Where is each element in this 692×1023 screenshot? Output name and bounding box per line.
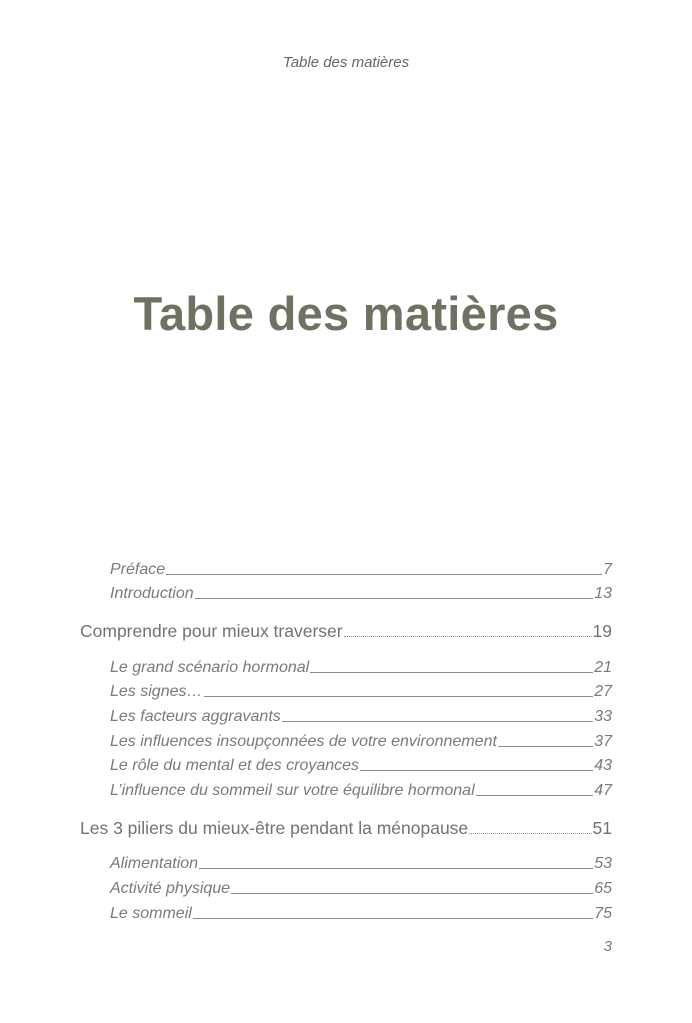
- toc-entry-label: Activité physique: [110, 879, 231, 897]
- toc-section-entry[interactable]: [80, 850, 612, 875]
- toc-entry-label: L’influence du sommeil sur votre équilibre hormonal: [110, 781, 475, 799]
- running-header: Table des matières: [282, 54, 410, 71]
- toc-leader: [195, 598, 594, 599]
- toc-leader: [498, 746, 593, 747]
- toc-section-entry[interactable]: [80, 555, 612, 580]
- toc-entry-label: Introduction: [110, 585, 194, 603]
- toc-section-entry[interactable]: [80, 702, 612, 727]
- toc-section-entry[interactable]: [80, 899, 612, 924]
- toc-entry-label: Le sommeil: [110, 904, 192, 922]
- toc-page-number: 7: [603, 560, 612, 578]
- toc-section-entry[interactable]: [80, 752, 612, 777]
- toc-leader: [193, 918, 593, 919]
- toc-leader: [310, 672, 593, 673]
- toc-entry-label: Comprendre pour mieux traverser: [80, 621, 343, 642]
- toc-chapter-entry[interactable]: [80, 616, 612, 641]
- toc-leader: [204, 696, 594, 697]
- toc-entry-label: Les influences insoupçonnées de votre environnement: [110, 732, 497, 750]
- toc-section-entry[interactable]: [80, 874, 612, 899]
- toc-section-entry[interactable]: [80, 580, 612, 605]
- toc-leader: [469, 833, 591, 834]
- table-of-contents: [80, 555, 612, 924]
- toc-page-number: 75: [594, 904, 612, 922]
- toc-entry-label: Les 3 piliers du mieux-être pendant la ménopause: [80, 817, 469, 838]
- toc-entry-label: Le rôle du mental et des croyances: [110, 757, 360, 775]
- toc-page-number: 47: [594, 781, 612, 799]
- toc-page-number: 37: [594, 732, 612, 750]
- toc-page-number: 51: [592, 817, 612, 838]
- toc-page-number: 21: [594, 658, 612, 676]
- toc-entry-label: Préface: [110, 560, 166, 578]
- toc-page-number: 33: [594, 707, 612, 725]
- toc-page-number: 27: [594, 683, 612, 701]
- toc-entry-label: Les signes…: [110, 683, 203, 701]
- toc-section-entry[interactable]: [80, 653, 612, 678]
- page-title: Table des matières: [133, 287, 559, 340]
- toc-leader: [344, 636, 592, 637]
- toc-leader: [231, 893, 593, 894]
- toc-entry-label: Les facteurs aggravants: [110, 707, 281, 725]
- toc-page-number: 53: [594, 855, 612, 873]
- toc-page-number: 19: [592, 621, 612, 642]
- toc-page-number: 65: [594, 879, 612, 897]
- toc-entry-label: Le grand scénario hormonal: [110, 658, 310, 676]
- page-number: 3: [603, 938, 612, 955]
- toc-section-entry[interactable]: [80, 776, 612, 801]
- toc-entry-label: Alimentation: [110, 855, 199, 873]
- toc-chapter-entry[interactable]: [80, 813, 612, 838]
- toc-page-number: 43: [594, 757, 612, 775]
- toc-leader: [360, 770, 593, 771]
- toc-leader: [166, 574, 602, 575]
- toc-page-number: 13: [594, 585, 612, 603]
- toc-leader: [199, 868, 593, 869]
- toc-section-entry[interactable]: [80, 727, 612, 752]
- toc-section-entry[interactable]: [80, 678, 612, 703]
- toc-leader: [282, 721, 593, 722]
- toc-leader: [476, 795, 594, 796]
